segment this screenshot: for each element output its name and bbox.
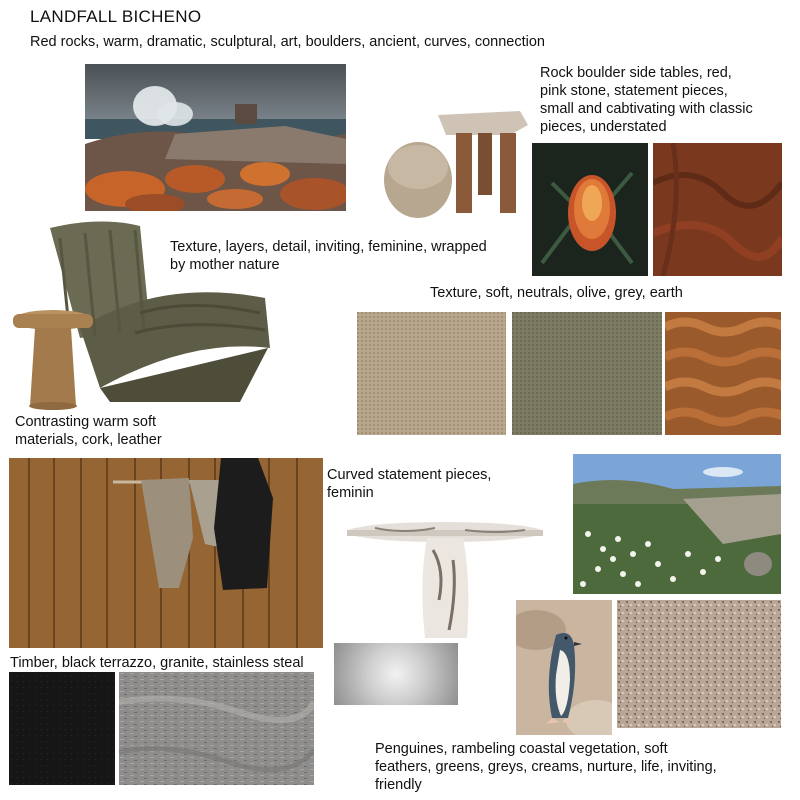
- banksia-flower-photo: [532, 143, 648, 276]
- brushed-steel-swatch: [334, 643, 458, 705]
- coastal-vegetation-photo: [573, 454, 781, 594]
- timber-wall-with-throws: [9, 458, 323, 648]
- caption-chair: Texture, layers, detail, inviting, feminine, wrapped by mother nature: [170, 239, 487, 273]
- chunky-knit-swatch: [665, 312, 781, 435]
- caption-fabrics: Texture, soft, neutrals, olive, grey, earth: [430, 285, 683, 301]
- rust-linen-fabric: [653, 143, 782, 276]
- olive-linen-swatch: [512, 312, 662, 435]
- caption-materials: Timber, black terrazzo, granite, stainless steal: [10, 655, 304, 671]
- board-subtitle: Red rocks, warm, dramatic, sculptural, art, boulders, ancient, curves, connection: [30, 34, 545, 50]
- cork-stool: [10, 308, 96, 410]
- pink-granite-swatch: [617, 600, 781, 728]
- natural-linen-swatch: [357, 312, 506, 435]
- marble-pedestal-table: [345, 520, 545, 640]
- grey-granite-swatch: [119, 672, 314, 785]
- caption-penguins: Penguines, rambeling coastal vegetation, soft feathers, greens, greys, creams, nurture, life, inviting, friendly: [375, 741, 717, 793]
- board-title: LANDFALL BICHENO: [30, 7, 202, 26]
- black-terrazzo-swatch: [9, 672, 115, 785]
- caption-cork-leather: Contrasting warm soft materials, cork, leather: [15, 414, 162, 448]
- little-penguin-photo: [516, 600, 612, 735]
- rock-side-tables: [380, 105, 530, 220]
- coastal-rocks-photo: [85, 64, 346, 211]
- caption-rock-tables: Rock boulder side tables, red, pink stone, statement pieces, small and cabtivating with classic pieces, understated: [540, 65, 753, 135]
- caption-curved-pieces: Curved statement pieces, feminin: [327, 467, 492, 501]
